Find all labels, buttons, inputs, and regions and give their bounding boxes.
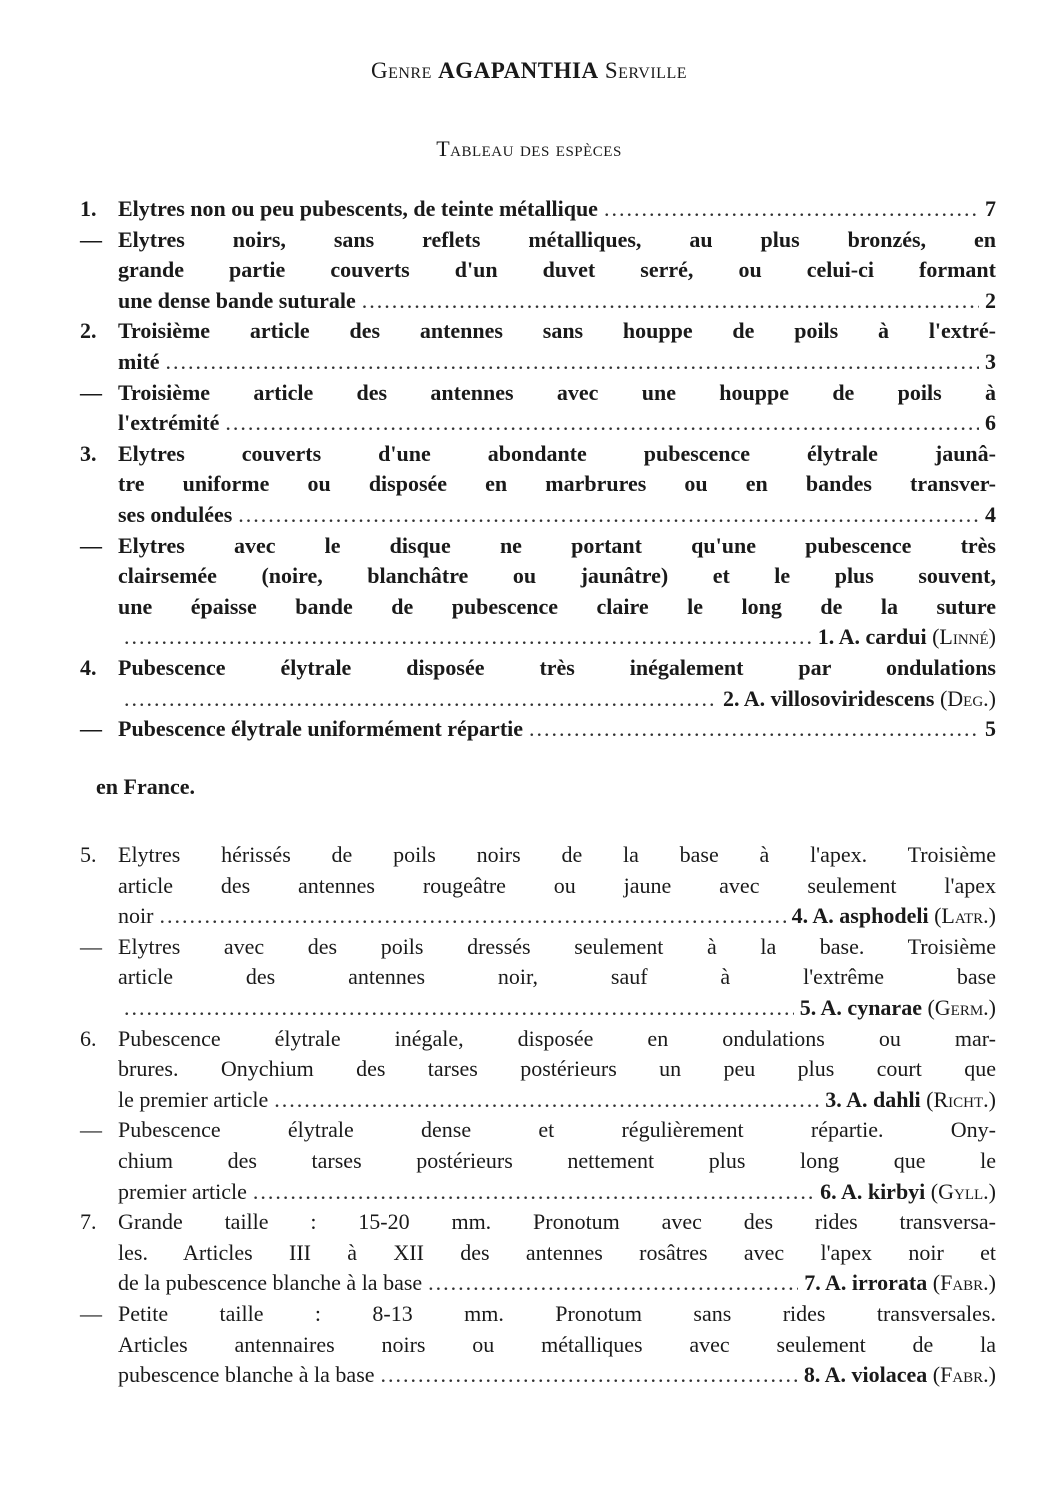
result-author: (Richt.) [926,1086,996,1112]
entry-line: Pubescence élytrale inégale, disposée en ondulations ou mar- [118,1025,996,1051]
entry-number: — [80,933,102,959]
result-taxon: 3. A. dahli [825,1086,921,1112]
entry-lead-line [118,286,996,316]
entry-number: 4. [80,655,97,680]
entry-line: une dense bande suturale [118,287,356,313]
leader-dots [362,286,979,316]
entry-number: 3. [80,440,97,466]
entry-number: 1. [80,196,97,221]
entry-result [723,684,996,714]
result-author: (Germ.) [927,994,996,1020]
entry-line: premier article [118,1178,247,1204]
leader-dots [124,684,717,714]
entry-lead-line [118,1360,996,1390]
result-taxon: 8. A. violacea [803,1362,928,1388]
entry-lead-line [118,500,996,530]
entry-line: pubescence blanche à la base [118,1362,375,1388]
result-author: (Latr.) [934,903,996,929]
entry-result [985,500,996,530]
leader-dots [428,1268,798,1298]
entry-line: article des antennes noir, sauf à l'extrême base [118,964,996,990]
entry-line: de la pubescence blanche à la base [118,1270,423,1296]
entry-lead-line [118,622,996,652]
result-taxon: 2. A. villosoviridescens [723,685,935,711]
entry-line: une épaisse bande de pubescence claire le long de la suture [118,593,996,619]
entry-lead-line [118,347,996,377]
entry-number: — [80,716,102,742]
entry-result [804,1360,996,1390]
entry-result [985,286,996,316]
leader-dots [124,622,812,652]
entry-result [985,194,996,224]
entry-line: mité [118,348,160,374]
entry-result [985,408,996,438]
result-author: (Fabr.) [932,1270,996,1296]
entry-lead-line [118,993,996,1023]
entry-number: 6. [80,1025,97,1051]
entry-lead-line [118,194,996,224]
entry-result [792,901,996,931]
result-taxon: 5. A. cynarae [799,994,922,1020]
leader-dots [166,347,979,377]
entry-number: — [80,226,102,252]
result-taxon: 1. A. cardui [817,624,927,650]
leader-dots [274,1085,819,1115]
leader-dots [253,1177,814,1207]
entry-line: Elytres avec le disque ne portant qu'une pubescence très [118,532,996,558]
entry-number: — [80,1117,102,1143]
entry-line: tre uniforme ou disposée en marbrures ou en bandes transver- [118,471,996,497]
genre-prefix: Genre [370,58,432,83]
entry-line: Pubescence élytrale uniformément répartie [118,716,524,742]
entry-lead-line [118,1268,996,1298]
result-taxon: 6. A. kirbyi [820,1178,926,1204]
entry-result [985,347,996,377]
result-taxon: 2 [985,287,996,313]
entry-line: Elytres avec des poils dressés seulement à la base. Troisième [118,933,996,959]
entry-line: Elytres non ou peu pubescents, de teinte métallique [118,196,598,221]
entry-line: chium des tarses postérieurs nettement plus long que le [118,1147,996,1173]
entry-number: — [80,1301,102,1326]
result-taxon: 7 [985,196,996,221]
result-taxon: 4 [985,501,996,527]
entry-line: clairsemée (noire, blanchâtre ou jaunâtre) et le plus souvent, [118,563,996,589]
entry-line: Petite taille : 8-13 mm. Pronotum sans rides transversales. [118,1301,996,1326]
entry-result [804,1268,996,1298]
entry-lead-line [118,408,996,438]
entry-number: — [80,379,102,405]
entry-lead-line [118,714,996,744]
genre-heading [0,58,1058,84]
leader-dots [604,194,979,224]
entry-result [818,622,996,652]
entry-line: grande partie couverts d'un duvet serré, ou celui-ci formant [118,257,996,283]
entry-line: les. Articles III à XII des antennes rosâtres avec l'apex noir et [118,1239,996,1265]
result-taxon: 6 [985,410,996,436]
leader-dots [159,901,785,931]
entry-line: l'extrémité [118,410,220,436]
entry-line: le premier article [118,1086,269,1112]
entry-line: Troisième article des antennes avec une houppe de poils à [118,379,996,405]
leader-dots [238,500,979,530]
entry-line: Elytres couverts d'une abondante pubescence élytrale jaunâ- [118,440,996,466]
leader-dots [124,993,794,1023]
entry-line: Elytres noirs, sans reflets métalliques, au plus bronzés, en [118,226,996,252]
leader-dots [225,408,979,438]
entry-line: Articles antennaires noirs ou métalliques avec seulement de la [118,1331,996,1357]
genre-author: Serville [604,58,688,83]
entry-result [985,714,996,744]
entry-number: 2. [80,318,97,344]
entry-number: 7. [80,1209,97,1235]
table-title: Tableau des espèces [436,136,622,161]
entry-lead-line [118,901,996,931]
entry-line: brures. Onychium des tarses postérieurs un peu plus court que [118,1056,996,1082]
result-author: (Deg.) [939,685,996,711]
result-author: (Fabr.) [932,1362,996,1388]
result-taxon: 5 [985,716,996,742]
entry-line: Elytres hérissés de poils noirs de la base à l'apex. Troisième [118,842,996,867]
entry-result [820,1177,996,1207]
leader-dots [529,714,979,744]
france-note: en France. [96,774,195,799]
leader-dots [381,1360,798,1390]
entry-line: Pubescence élytrale dense et régulièrement répartie. Ony- [118,1117,996,1143]
result-taxon: 7. A. irrorata [804,1270,928,1296]
entry-line: Grande taille : 15-20 mm. Pronotum avec des rides transversa- [118,1209,996,1235]
genre-name: AGAPANTHIA [438,58,599,83]
entry-result [800,993,996,1023]
entry-result [825,1085,996,1115]
entry-lead-line [118,1177,996,1207]
entry-number: 5. [80,842,97,867]
result-taxon: 3 [985,348,996,374]
entry-line: noir [118,903,154,929]
entry-line: ses ondulées [118,501,233,527]
result-author: (Gyll.) [930,1178,996,1204]
entry-lead-line [118,1085,996,1115]
entry-line: Pubescence élytrale disposée très inégalement par ondulations [118,655,996,680]
result-author: (Linné) [932,624,996,650]
entry-line: article des antennes rougeâtre ou jaune avec seulement l'apex [118,872,996,898]
result-taxon: 4. A. asphodeli [791,903,929,929]
entry-line: Troisième article des antennes sans houppe de poils à l'extré- [118,318,996,344]
entry-lead-line [118,684,996,714]
entry-number: — [80,532,102,558]
